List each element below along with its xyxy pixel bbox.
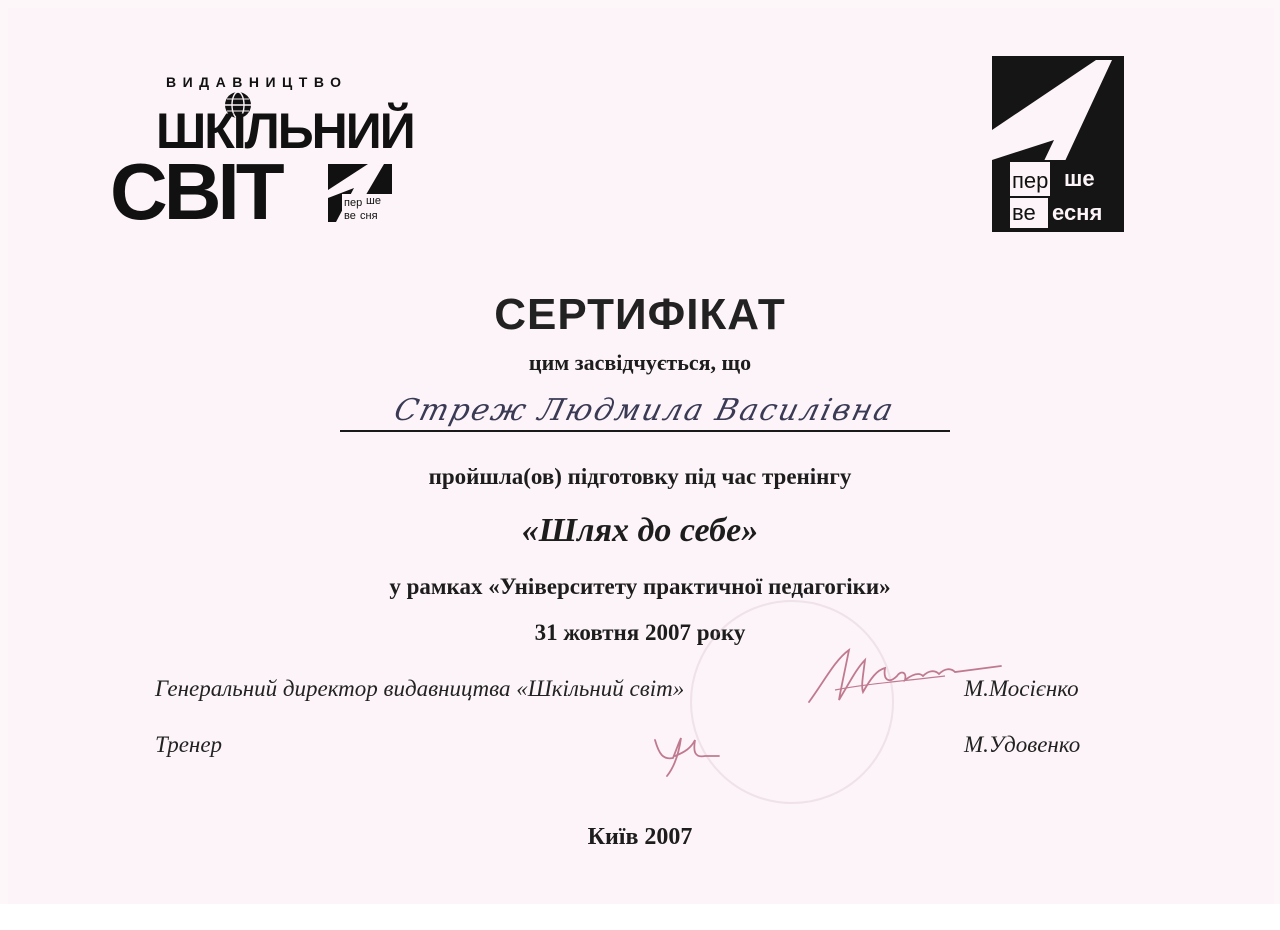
pershe-veresnia-logo: [992, 56, 1124, 232]
logo-text-she: ше: [1064, 166, 1095, 191]
framework-line: у рамках «Університету практичної педагогіки»: [389, 574, 891, 599]
recipient-name-handwritten: Стреж Людмила Василівна: [390, 393, 899, 428]
trainer-label: Тренер: [155, 732, 223, 757]
certify-line: цим засвідчується, що: [528, 350, 752, 375]
mini-logo-text-bottom: ве: [344, 210, 356, 222]
training-name: «Шлях до себе»: [521, 512, 759, 549]
certificate-date: 31 жовтня 2007 року: [534, 620, 746, 645]
recipient-name-underline: [340, 430, 950, 432]
shkilnyi-svit-logo: [108, 72, 414, 236]
certificate-title: СЕРТИФІКАТ: [494, 290, 786, 339]
logo-text-per: пер: [1012, 168, 1049, 193]
mini-logo-text-top2: ше: [366, 195, 381, 207]
logo-kicker: ВИДАВНИЦТВО: [166, 74, 348, 90]
passed-training-line: пройшла(ов) підготовку під час тренінгу: [428, 464, 852, 489]
trainer-signature-scribble: [645, 730, 725, 780]
logo-word-svit: СВІТ: [110, 147, 281, 236]
city-year: Київ 2007: [587, 824, 693, 850]
mini-logo-text-top: пер: [344, 197, 363, 209]
logo-text-resnia: есня: [1052, 200, 1103, 225]
director-label: Генеральний директор видавництва «Шкільний світ»: [155, 676, 685, 701]
logo-text-ve: ве: [1012, 200, 1036, 225]
mini-pershe-veresnia-logo: [328, 164, 392, 222]
director-name: М.Мосієнко: [964, 676, 1079, 701]
scan-edge: [0, 904, 1280, 930]
logo-word-shkilnyi: ШКІЛЬНИЙ: [156, 103, 414, 159]
trainer-name: М.Удовенко: [964, 732, 1081, 757]
mini-logo-text-bottom2: сня: [360, 210, 378, 222]
